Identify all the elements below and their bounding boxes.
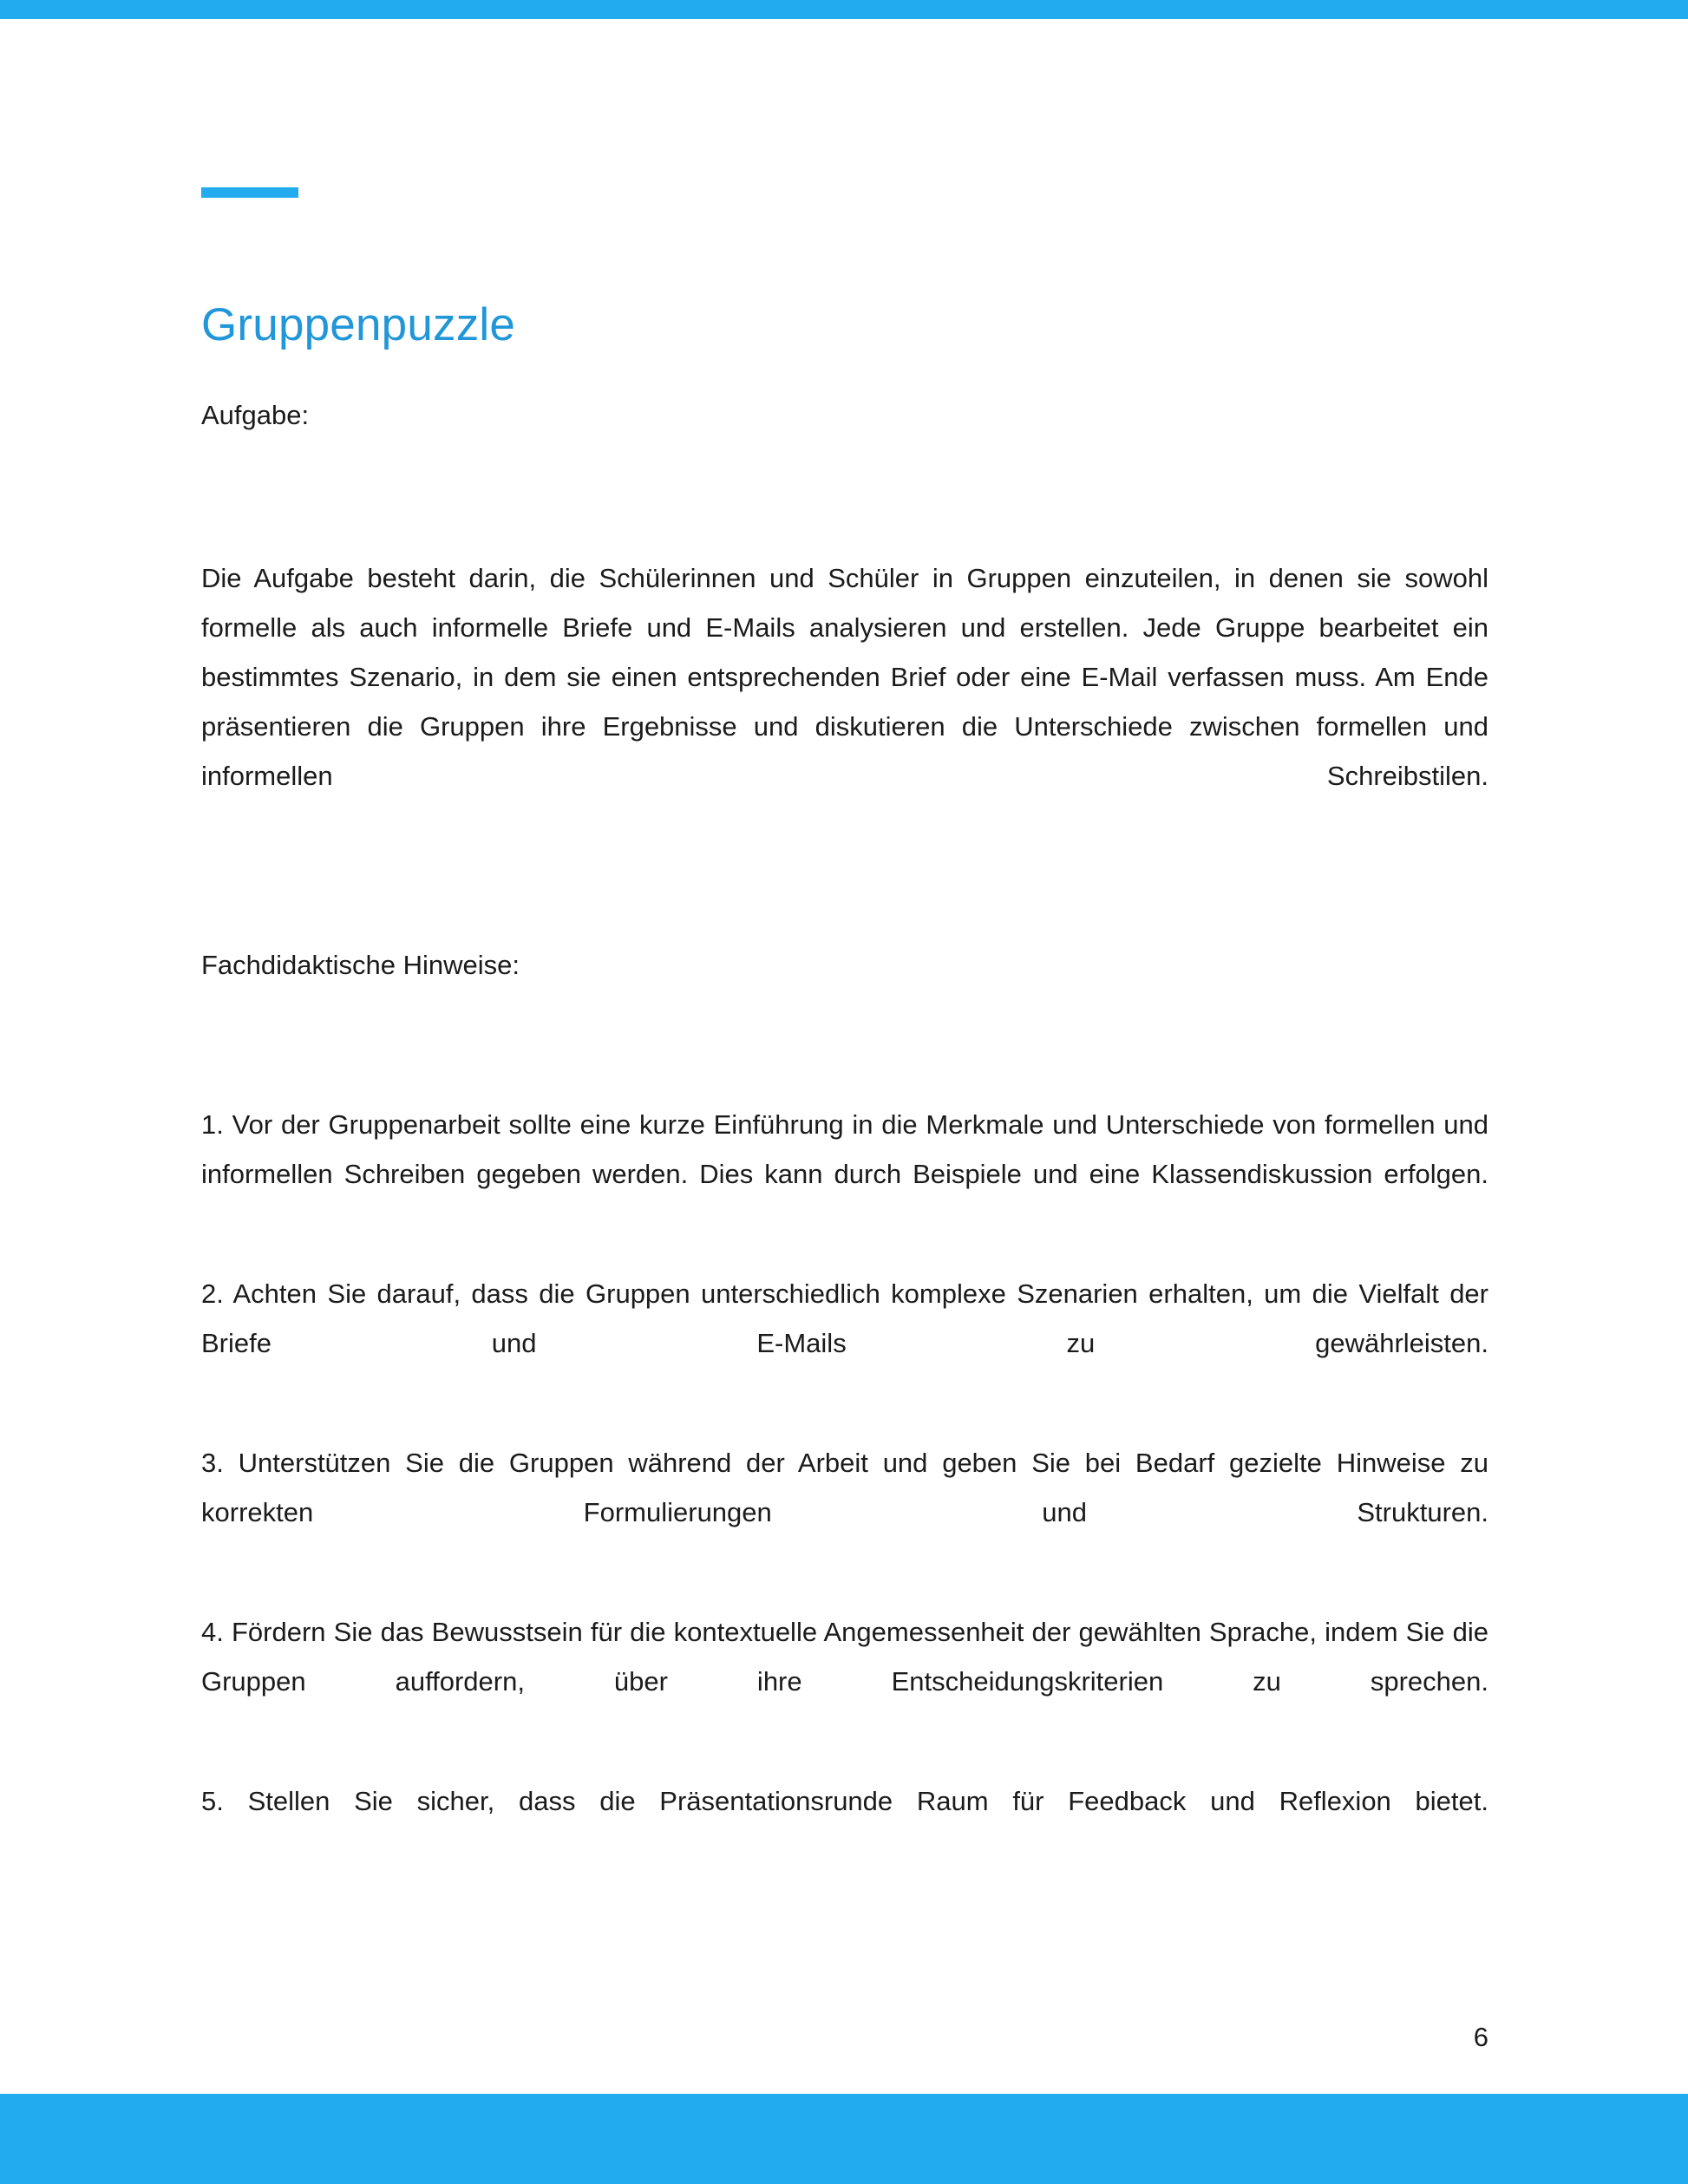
title-accent-rule [201, 187, 298, 198]
task-label: Aufgabe: [201, 400, 310, 430]
list-item: 2. Achten Sie darauf, dass die Gruppen unterschiedlich komplexe Szenarien erhalten, um die Vielfalt der Briefe und E-Mails zu gewährleisten. [201, 1278, 1488, 1358]
list-item: 3. Unterstützen Sie die Gruppen während der Arbeit und geben Sie bei Bedarf gezielte Hinweise zu korrekten Formulierungen und Strukturen. [201, 1448, 1488, 1527]
list-item: 5. Stellen Sie sicher, dass die Präsentationsrunde Raum für Feedback und Reflexion bietet. [201, 1786, 1488, 1816]
bottom-accent-bar [0, 2094, 1688, 2184]
list-item: 4. Fördern Sie das Bewusstsein für die kontextuelle Angemessenheit der gewählten Sprache, indem Sie die Gruppen auffordern, über ihre Entscheidungskriterien zu sprechen. [201, 1617, 1488, 1697]
list-item: 1. Vor der Gruppenarbeit sollte eine kurze Einführung in die Merkmale und Unterschiede von formellen und informellen Schreiben gegeben werden. Dies kann durch Beispiele und eine Klassendiskussion erfolgen. [201, 1109, 1488, 1189]
top-accent-bar [0, 0, 1688, 19]
page-number: 6 [1473, 2022, 1488, 2052]
hints-list [201, 1100, 1488, 1875]
task-paragraph: Die Aufgabe besteht darin, die Schülerinnen und Schüler in Gruppen einzuteilen, in denen sie sowohl formelle als auch informelle Briefe und E-Mails analysieren und erstellen. Jede Gruppe bearbeitet ein bestimmtes Szenario, in dem sie einen entsprechenden Brief oder eine E-Mail verfassen muss. Am Ende präsentieren die Gruppen ihre Ergebnisse und diskutieren die Unterschiede zwischen formellen und informellen Schreibstilen. [201, 563, 1488, 791]
hints-label: Fachdidaktische Hinweise: [201, 950, 520, 980]
page-title: Gruppenpuzzle [201, 299, 516, 350]
